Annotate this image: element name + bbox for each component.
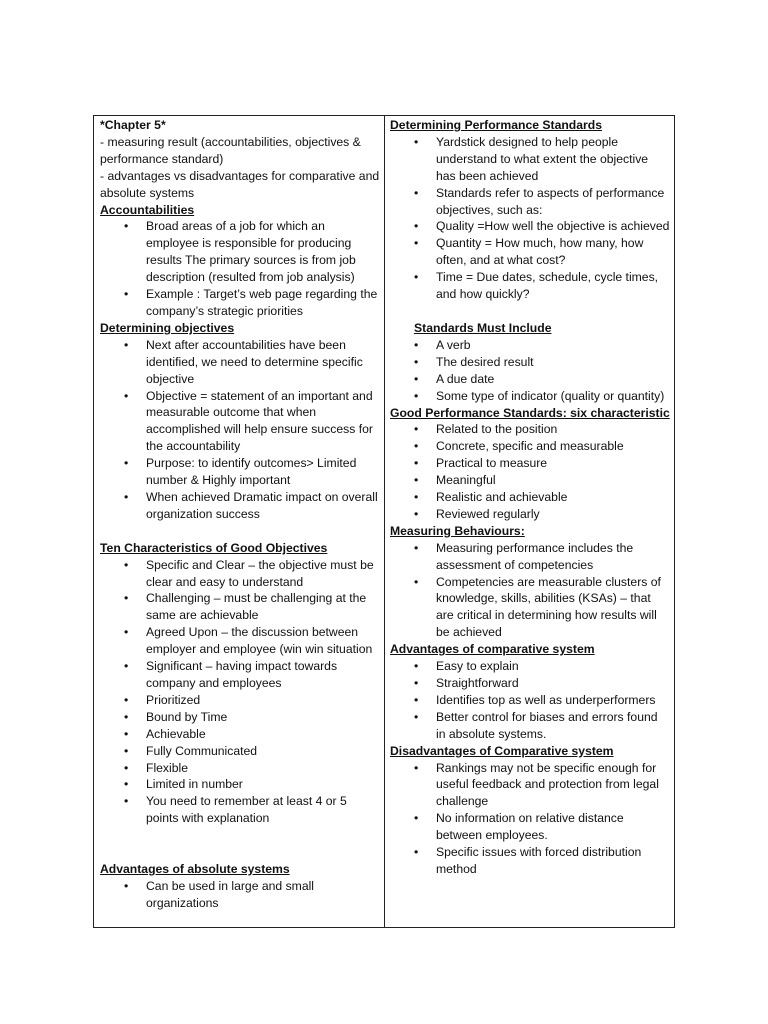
right-column: [385, 116, 674, 927]
list-item: • Quantity = How much, how many, how often, and at what cost?: [390, 235, 670, 269]
list-item: • A verb: [390, 337, 670, 354]
section-heading-objectives: Determining objectives: [100, 320, 235, 335]
list-item: • Flexible: [100, 760, 380, 777]
ten-characteristics-list: [100, 557, 380, 828]
blank-line: [390, 303, 670, 320]
section-heading-ten-characteristics: Ten Characteristics of Good Objectives: [100, 540, 328, 555]
list-item: • Straightforward: [390, 675, 670, 692]
section-heading-absolute-advantages: Advantages of absolute systems: [100, 862, 290, 877]
performance-standards-list: [390, 134, 670, 303]
must-include-list: [390, 337, 670, 405]
notes-table: [93, 115, 675, 928]
comparative-disadvantages-list: [390, 760, 670, 878]
list-item: • Significant – having impact towards company and employees: [100, 658, 380, 692]
absolute-advantages-list: [100, 878, 380, 912]
list-item: • Some type of indicator (quality or quantity): [390, 388, 670, 405]
list-item: • Example : Target’s web page regarding the company’s strategic priorities: [100, 286, 380, 320]
list-item: • Standards refer to aspects of performance objectives, such as:: [390, 185, 670, 219]
list-item: • Next after accountabilities have been identified, we need to determine specific objective: [100, 337, 380, 388]
chapter-title: *Chapter 5*: [100, 118, 166, 132]
list-item: • Challenging – must be challenging at the same are achievable: [100, 590, 380, 624]
objectives-list: [100, 337, 380, 523]
section-heading-performance-standards: Determining Performance Standards: [390, 118, 602, 132]
list-item: • Quality =How well the objective is achieved: [390, 218, 670, 235]
section-heading-comparative-disadvantages: Disadvantages of Comparative system: [390, 743, 614, 758]
comparative-advantages-list: [390, 658, 670, 743]
list-item: • Related to the position: [390, 421, 670, 438]
section-heading-comparative-advantages: Advantages of comparative system: [390, 642, 595, 657]
list-item: • Meaningful: [390, 472, 670, 489]
list-item: • Rankings may not be specific enough for useful feedback and protection from legal challenge: [390, 760, 670, 811]
list-item: • Reviewed regularly: [390, 506, 670, 523]
left-column: [94, 116, 385, 927]
good-standards-list: [390, 421, 670, 522]
list-item: • Easy to explain: [390, 658, 670, 675]
blank-line: [100, 844, 380, 861]
list-item: • Realistic and achievable: [390, 489, 670, 506]
list-item: • Fully Communicated: [100, 743, 380, 760]
list-item: • The desired result: [390, 354, 670, 371]
list-item: • Competencies are measurable clusters of knowledge, skills, abilities (KSAs) – that are critical in determining how results will be achieved: [390, 574, 670, 642]
list-item: • Limited in number: [100, 776, 380, 793]
intro-line: - advantages vs disadvantages for comparative and absolute systems: [100, 168, 380, 200]
section-heading-must-include: Standards Must Include: [414, 320, 552, 335]
list-item: • Identifies top as well as underperformers: [390, 692, 670, 709]
blank-line: [100, 523, 380, 540]
intro-line: - measuring result (accountabilities, objectives & performance standard): [100, 134, 361, 166]
list-item: • Concrete, specific and measurable: [390, 438, 670, 455]
list-item: • Specific issues with forced distribution method: [390, 844, 670, 878]
measuring-behaviours-list: [390, 540, 670, 641]
list-item: • Prioritized: [100, 692, 380, 709]
list-item: • Broad areas of a job for which an employee is responsible for producing results The primary sources is from job description (resulted from job analysis): [100, 218, 380, 286]
list-item: • Specific and Clear – the objective must be clear and easy to understand: [100, 557, 380, 591]
list-item: • Agreed Upon – the discussion between employer and employee (win win situation: [100, 624, 380, 658]
list-item: • Practical to measure: [390, 455, 670, 472]
section-heading-accountabilities: Accountabilities: [100, 202, 195, 217]
list-item: • No information on relative distance between employees.: [390, 810, 670, 844]
list-item: • Yardstick designed to help people understand to what extent the objective has been achieved: [390, 134, 670, 185]
list-item: • Measuring performance includes the assessment of competencies: [390, 540, 670, 574]
list-item: • Objective = statement of an important and measurable outcome that when accomplished will help ensure success for the accountability: [100, 388, 380, 456]
list-item: • Better control for biases and errors found in absolute systems.: [390, 709, 670, 743]
section-heading-measuring-behaviours: Measuring Behaviours:: [390, 523, 525, 538]
blank-line: [100, 827, 380, 844]
list-item: • Purpose: to identify outcomes> Limited number & Highly important: [100, 455, 380, 489]
list-item: • A due date: [390, 371, 670, 388]
list-item: • When achieved Dramatic impact on overall organization success: [100, 489, 380, 523]
section-heading-good-standards: Good Performance Standards: six characteristic: [390, 405, 670, 420]
list-item: • Time = Due dates, schedule, cycle times, and how quickly?: [390, 269, 670, 303]
accountabilities-list: [100, 218, 380, 319]
list-item: • Achievable: [100, 726, 380, 743]
list-item: • Bound by Time: [100, 709, 380, 726]
list-item: • Can be used in large and small organizations: [100, 878, 380, 912]
list-item: • You need to remember at least 4 or 5 points with explanation: [100, 793, 380, 827]
